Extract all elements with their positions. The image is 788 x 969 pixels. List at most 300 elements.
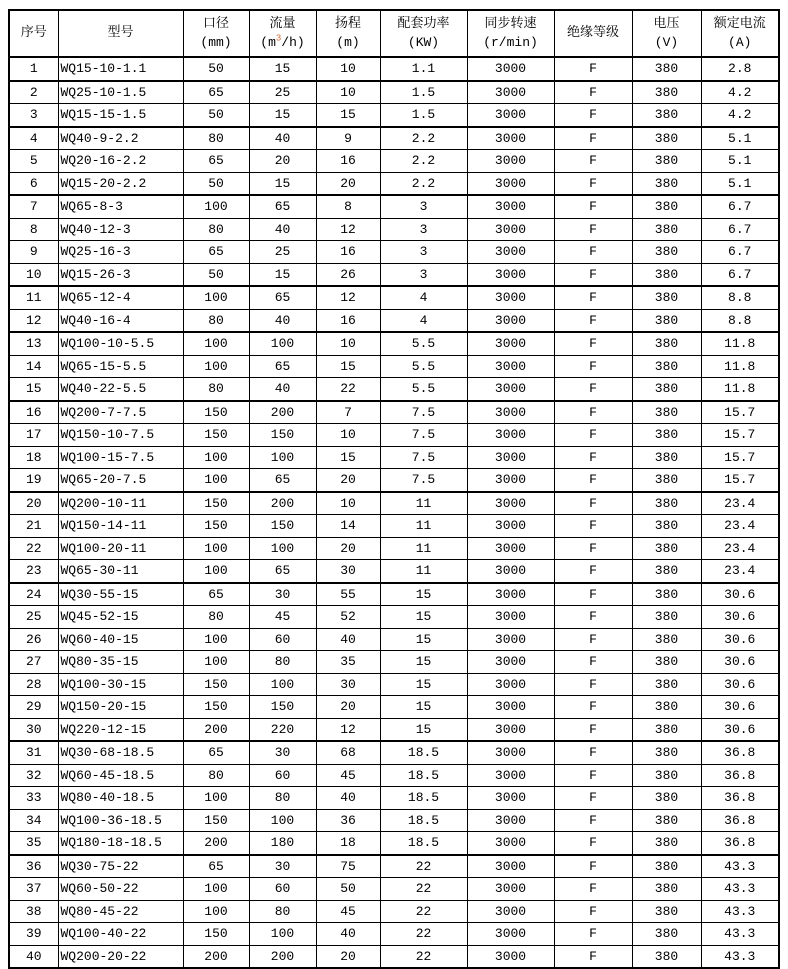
col-header-label: 扬程 xyxy=(334,16,361,32)
cell-head: 16 xyxy=(316,150,380,173)
cell-insulation: F xyxy=(554,878,632,901)
cell-head: 20 xyxy=(316,696,380,719)
cell-diameter: 100 xyxy=(183,537,249,560)
cell-flow: 180 xyxy=(249,832,316,855)
cell-index: 22 xyxy=(9,537,58,560)
cell-current: 4.2 xyxy=(701,104,779,127)
cell-model: WQ25-10-1.5 xyxy=(58,81,183,104)
cell-speed: 3000 xyxy=(467,673,554,696)
cell-voltage: 380 xyxy=(632,309,701,332)
cell-model: WQ100-15-7.5 xyxy=(58,446,183,469)
cell-voltage: 380 xyxy=(632,355,701,378)
cell-index: 5 xyxy=(9,150,58,173)
cell-model: WQ150-10-7.5 xyxy=(58,424,183,447)
cell-voltage: 380 xyxy=(632,900,701,923)
cell-flow: 220 xyxy=(249,718,316,741)
cell-diameter: 150 xyxy=(183,809,249,832)
col-header-unit: $(m^3/h)$ xyxy=(260,33,305,50)
cell-power: 15 xyxy=(380,583,467,606)
cell-voltage: 380 xyxy=(632,741,701,764)
cell-diameter: 100 xyxy=(183,560,249,583)
col-header-label: 绝缘等级 xyxy=(566,25,619,41)
cell-diameter: 150 xyxy=(183,401,249,424)
cell-current: 23.4 xyxy=(701,560,779,583)
cell-index: 2 xyxy=(9,81,58,104)
cell-current: 30.6 xyxy=(701,628,779,651)
cell-power: 3 xyxy=(380,218,467,241)
cell-power: 15 xyxy=(380,606,467,629)
cell-model: WQ30-68-18.5 xyxy=(58,741,183,764)
cell-speed: 3000 xyxy=(467,286,554,309)
table-row xyxy=(9,628,779,651)
cell-diameter: 50 xyxy=(183,104,249,127)
cell-speed: 3000 xyxy=(467,446,554,469)
cell-power: 7.5 xyxy=(380,446,467,469)
table-row xyxy=(9,401,779,424)
cell-index: 3 xyxy=(9,104,58,127)
cell-head: 55 xyxy=(316,583,380,606)
cubic-meter-superscript: 3 xyxy=(275,33,282,44)
table-row xyxy=(9,741,779,764)
cell-current: 30.6 xyxy=(701,718,779,741)
cell-current: 8.8 xyxy=(701,286,779,309)
cell-speed: 3000 xyxy=(467,537,554,560)
cell-head: 45 xyxy=(316,764,380,787)
col-header-model xyxy=(58,10,183,57)
cell-power: 18.5 xyxy=(380,741,467,764)
cell-model: WQ100-36-18.5 xyxy=(58,809,183,832)
cell-power: 15 xyxy=(380,651,467,674)
cell-model: WQ15-26-3 xyxy=(58,263,183,286)
cell-diameter: 100 xyxy=(183,469,249,492)
cell-voltage: 380 xyxy=(632,446,701,469)
table-row xyxy=(9,515,779,538)
cell-speed: 3000 xyxy=(467,127,554,150)
col-header-label: 同步转速 xyxy=(484,16,537,32)
cell-speed: 3000 xyxy=(467,741,554,764)
cell-flow: 100 xyxy=(249,923,316,946)
cell-index: 13 xyxy=(9,332,58,355)
cell-model: WQ80-40-18.5 xyxy=(58,787,183,810)
table-row xyxy=(9,900,779,923)
cell-head: 10 xyxy=(316,492,380,515)
col-header-flow xyxy=(249,10,316,57)
cell-speed: 3000 xyxy=(467,309,554,332)
table-row xyxy=(9,878,779,901)
col-header-unit: (A) xyxy=(728,34,752,50)
cell-power: 15 xyxy=(380,696,467,719)
cell-current: 43.3 xyxy=(701,945,779,968)
cell-model: WQ40-16-4 xyxy=(58,309,183,332)
cell-speed: 3000 xyxy=(467,104,554,127)
cell-insulation: F xyxy=(554,606,632,629)
cell-diameter: 80 xyxy=(183,218,249,241)
cell-voltage: 380 xyxy=(632,855,701,878)
cell-index: 28 xyxy=(9,673,58,696)
cell-speed: 3000 xyxy=(467,560,554,583)
cell-head: 12 xyxy=(316,286,380,309)
cell-diameter: 200 xyxy=(183,832,249,855)
cell-index: 14 xyxy=(9,355,58,378)
cell-flow: 30 xyxy=(249,583,316,606)
cell-head: 16 xyxy=(316,241,380,264)
cell-index: 20 xyxy=(9,492,58,515)
cell-current: 30.6 xyxy=(701,651,779,674)
cell-flow: 200 xyxy=(249,492,316,515)
cell-model: WQ200-20-22 xyxy=(58,945,183,968)
cell-flow: 200 xyxy=(249,401,316,424)
cell-speed: 3000 xyxy=(467,81,554,104)
cell-insulation: F xyxy=(554,673,632,696)
col-header-head xyxy=(316,10,380,57)
cell-speed: 3000 xyxy=(467,628,554,651)
cell-insulation: F xyxy=(554,492,632,515)
cell-model: WQ100-30-15 xyxy=(58,673,183,696)
cell-voltage: 380 xyxy=(632,878,701,901)
col-header-unit: (m) xyxy=(336,34,360,50)
cell-voltage: 380 xyxy=(632,492,701,515)
cell-head: 10 xyxy=(316,332,380,355)
cell-head: 18 xyxy=(316,832,380,855)
table-row xyxy=(9,332,779,355)
cell-insulation: F xyxy=(554,560,632,583)
cell-voltage: 380 xyxy=(632,81,701,104)
cell-speed: 3000 xyxy=(467,355,554,378)
col-header-index xyxy=(9,10,58,57)
cell-head: 52 xyxy=(316,606,380,629)
cell-insulation: F xyxy=(554,218,632,241)
cell-model: WQ200-10-11 xyxy=(58,492,183,515)
cell-index: 24 xyxy=(9,583,58,606)
cell-index: 10 xyxy=(9,263,58,286)
cell-speed: 3000 xyxy=(467,241,554,264)
cell-head: 14 xyxy=(316,515,380,538)
cell-speed: 3000 xyxy=(467,195,554,218)
cell-current: 36.8 xyxy=(701,809,779,832)
cell-power: 22 xyxy=(380,945,467,968)
table-row xyxy=(9,809,779,832)
cell-head: 30 xyxy=(316,560,380,583)
cell-index: 9 xyxy=(9,241,58,264)
col-header-label: 电压 xyxy=(653,16,680,32)
cell-head: 22 xyxy=(316,378,380,401)
cell-power: 5.5 xyxy=(380,332,467,355)
cell-speed: 3000 xyxy=(467,218,554,241)
cell-flow: 150 xyxy=(249,696,316,719)
cell-speed: 3000 xyxy=(467,900,554,923)
cell-current: 30.6 xyxy=(701,673,779,696)
cell-head: 15 xyxy=(316,446,380,469)
cell-current: 43.3 xyxy=(701,878,779,901)
cell-head: 20 xyxy=(316,469,380,492)
table-row xyxy=(9,81,779,104)
cell-head: 68 xyxy=(316,741,380,764)
cell-insulation: F xyxy=(554,628,632,651)
cell-flow: 100 xyxy=(249,332,316,355)
cell-head: 20 xyxy=(316,172,380,195)
cell-insulation: F xyxy=(554,241,632,264)
cell-insulation: F xyxy=(554,923,632,946)
cell-model: WQ150-20-15 xyxy=(58,696,183,719)
cell-insulation: F xyxy=(554,57,632,81)
cell-insulation: F xyxy=(554,309,632,332)
table-row xyxy=(9,218,779,241)
cell-head: 15 xyxy=(316,355,380,378)
cell-head: 7 xyxy=(316,401,380,424)
cell-power: 4 xyxy=(380,309,467,332)
table-row xyxy=(9,560,779,583)
cell-head: 10 xyxy=(316,81,380,104)
cell-flow: 80 xyxy=(249,787,316,810)
cell-insulation: F xyxy=(554,469,632,492)
cell-flow: 15 xyxy=(249,263,316,286)
cell-current: 15.7 xyxy=(701,469,779,492)
cell-index: 11 xyxy=(9,286,58,309)
cell-flow: 200 xyxy=(249,945,316,968)
cell-index: 30 xyxy=(9,718,58,741)
cell-diameter: 80 xyxy=(183,606,249,629)
cell-diameter: 65 xyxy=(183,241,249,264)
cell-flow: 45 xyxy=(249,606,316,629)
cell-voltage: 380 xyxy=(632,424,701,447)
cell-model: WQ65-20-7.5 xyxy=(58,469,183,492)
cell-voltage: 380 xyxy=(632,718,701,741)
cell-power: 22 xyxy=(380,900,467,923)
cell-current: 43.3 xyxy=(701,900,779,923)
cell-speed: 3000 xyxy=(467,492,554,515)
table-body xyxy=(9,57,779,968)
col-header-label: 流量 xyxy=(269,16,296,32)
table-row xyxy=(9,855,779,878)
cell-diameter: 150 xyxy=(183,424,249,447)
cell-diameter: 100 xyxy=(183,195,249,218)
cell-current: 43.3 xyxy=(701,855,779,878)
cell-flow: 100 xyxy=(249,673,316,696)
cell-power: 18.5 xyxy=(380,787,467,810)
cell-voltage: 380 xyxy=(632,787,701,810)
cell-index: 18 xyxy=(9,446,58,469)
cell-insulation: F xyxy=(554,81,632,104)
cell-flow: 60 xyxy=(249,764,316,787)
col-header-unit: (KW) xyxy=(407,34,440,50)
cell-speed: 3000 xyxy=(467,945,554,968)
cell-flow: 65 xyxy=(249,195,316,218)
cell-power: 22 xyxy=(380,855,467,878)
cell-diameter: 80 xyxy=(183,309,249,332)
cell-head: 10 xyxy=(316,57,380,81)
cell-flow: 80 xyxy=(249,900,316,923)
cell-power: 11 xyxy=(380,560,467,583)
cell-voltage: 380 xyxy=(632,469,701,492)
cell-voltage: 380 xyxy=(632,515,701,538)
cell-power: 7.5 xyxy=(380,469,467,492)
cell-diameter: 100 xyxy=(183,628,249,651)
cell-voltage: 380 xyxy=(632,218,701,241)
cell-speed: 3000 xyxy=(467,332,554,355)
cell-insulation: F xyxy=(554,127,632,150)
cell-power: 3 xyxy=(380,195,467,218)
cell-insulation: F xyxy=(554,150,632,173)
cell-model: WQ30-55-15 xyxy=(58,583,183,606)
cell-index: 25 xyxy=(9,606,58,629)
cell-model: WQ80-45-22 xyxy=(58,900,183,923)
cell-flow: 40 xyxy=(249,378,316,401)
cell-insulation: F xyxy=(554,515,632,538)
cell-diameter: 150 xyxy=(183,923,249,946)
cell-flow: 60 xyxy=(249,628,316,651)
cell-diameter: 100 xyxy=(183,900,249,923)
cell-flow: 80 xyxy=(249,651,316,674)
cell-diameter: 80 xyxy=(183,764,249,787)
cell-diameter: 80 xyxy=(183,127,249,150)
cell-voltage: 380 xyxy=(632,923,701,946)
cell-power: 5.5 xyxy=(380,355,467,378)
cell-current: 5.1 xyxy=(701,127,779,150)
cell-insulation: F xyxy=(554,401,632,424)
cell-voltage: 380 xyxy=(632,583,701,606)
cell-model: WQ100-10-5.5 xyxy=(58,332,183,355)
cell-flow: 65 xyxy=(249,355,316,378)
cell-voltage: 380 xyxy=(632,104,701,127)
cell-index: 40 xyxy=(9,945,58,968)
cell-insulation: F xyxy=(554,764,632,787)
cell-index: 17 xyxy=(9,424,58,447)
cell-voltage: 380 xyxy=(632,606,701,629)
cell-power: 5.5 xyxy=(380,378,467,401)
cell-voltage: 380 xyxy=(632,696,701,719)
cell-diameter: 100 xyxy=(183,878,249,901)
cell-diameter: 100 xyxy=(183,286,249,309)
col-header-label: 额定电流 xyxy=(713,16,766,32)
table-row xyxy=(9,150,779,173)
cell-insulation: F xyxy=(554,696,632,719)
cell-index: 26 xyxy=(9,628,58,651)
cell-flow: 40 xyxy=(249,127,316,150)
cell-current: 6.7 xyxy=(701,195,779,218)
cell-speed: 3000 xyxy=(467,172,554,195)
cell-current: 36.8 xyxy=(701,764,779,787)
table-row xyxy=(9,696,779,719)
cell-insulation: F xyxy=(554,900,632,923)
table-row xyxy=(9,832,779,855)
col-header-power xyxy=(380,10,467,57)
cell-flow: 150 xyxy=(249,515,316,538)
cell-model: WQ180-18-18.5 xyxy=(58,832,183,855)
cell-current: 11.8 xyxy=(701,378,779,401)
cell-current: 5.1 xyxy=(701,150,779,173)
cell-head: 40 xyxy=(316,923,380,946)
cell-speed: 3000 xyxy=(467,878,554,901)
cell-current: 23.4 xyxy=(701,515,779,538)
table-row xyxy=(9,446,779,469)
cell-speed: 3000 xyxy=(467,764,554,787)
col-header-insulation xyxy=(554,10,632,57)
cell-index: 29 xyxy=(9,696,58,719)
cell-insulation: F xyxy=(554,855,632,878)
cell-voltage: 380 xyxy=(632,628,701,651)
cell-diameter: 200 xyxy=(183,945,249,968)
cell-diameter: 50 xyxy=(183,263,249,286)
cell-power: 18.5 xyxy=(380,832,467,855)
cell-speed: 3000 xyxy=(467,832,554,855)
cell-insulation: F xyxy=(554,446,632,469)
cell-speed: 3000 xyxy=(467,696,554,719)
cell-diameter: 150 xyxy=(183,515,249,538)
cell-index: 32 xyxy=(9,764,58,787)
table-row xyxy=(9,104,779,127)
col-header-diameter xyxy=(183,10,249,57)
table-row xyxy=(9,424,779,447)
cell-head: 40 xyxy=(316,787,380,810)
cell-index: 33 xyxy=(9,787,58,810)
cell-power: 2.2 xyxy=(380,172,467,195)
cell-head: 20 xyxy=(316,537,380,560)
cell-index: 34 xyxy=(9,809,58,832)
table-header xyxy=(9,10,779,57)
cell-speed: 3000 xyxy=(467,809,554,832)
table-row xyxy=(9,195,779,218)
cell-head: 45 xyxy=(316,900,380,923)
cell-model: WQ30-75-22 xyxy=(58,855,183,878)
cell-insulation: F xyxy=(554,263,632,286)
cell-index: 4 xyxy=(9,127,58,150)
cell-diameter: 65 xyxy=(183,150,249,173)
cell-speed: 3000 xyxy=(467,923,554,946)
cell-head: 10 xyxy=(316,424,380,447)
cell-diameter: 150 xyxy=(183,492,249,515)
cell-current: 36.8 xyxy=(701,832,779,855)
cell-current: 30.6 xyxy=(701,583,779,606)
cell-power: 18.5 xyxy=(380,809,467,832)
cell-voltage: 380 xyxy=(632,57,701,81)
cell-insulation: F xyxy=(554,809,632,832)
cell-power: 11 xyxy=(380,515,467,538)
cell-insulation: F xyxy=(554,718,632,741)
cell-index: 1 xyxy=(9,57,58,81)
cell-flow: 30 xyxy=(249,741,316,764)
cell-index: 31 xyxy=(9,741,58,764)
cell-voltage: 380 xyxy=(632,172,701,195)
cell-model: WQ20-16-2.2 xyxy=(58,150,183,173)
cell-current: 23.4 xyxy=(701,492,779,515)
cell-speed: 3000 xyxy=(467,651,554,674)
table-row xyxy=(9,923,779,946)
cell-model: WQ65-30-11 xyxy=(58,560,183,583)
table-row xyxy=(9,583,779,606)
cell-speed: 3000 xyxy=(467,583,554,606)
cell-head: 50 xyxy=(316,878,380,901)
cell-head: 30 xyxy=(316,673,380,696)
cell-flow: 15 xyxy=(249,104,316,127)
cell-index: 37 xyxy=(9,878,58,901)
cell-voltage: 380 xyxy=(632,378,701,401)
cell-current: 15.7 xyxy=(701,446,779,469)
cell-voltage: 380 xyxy=(632,945,701,968)
cell-flow: 30 xyxy=(249,855,316,878)
cell-diameter: 150 xyxy=(183,673,249,696)
col-header-unit: (mm) xyxy=(200,34,232,50)
cell-voltage: 380 xyxy=(632,241,701,264)
col-header-unit: (V) xyxy=(654,34,679,50)
cell-power: 1.5 xyxy=(380,81,467,104)
cell-diameter: 100 xyxy=(183,355,249,378)
cell-flow: 65 xyxy=(249,469,316,492)
col-header-current xyxy=(701,10,779,57)
cell-head: 75 xyxy=(316,855,380,878)
cell-insulation: F xyxy=(554,355,632,378)
cell-index: 23 xyxy=(9,560,58,583)
table-row xyxy=(9,286,779,309)
